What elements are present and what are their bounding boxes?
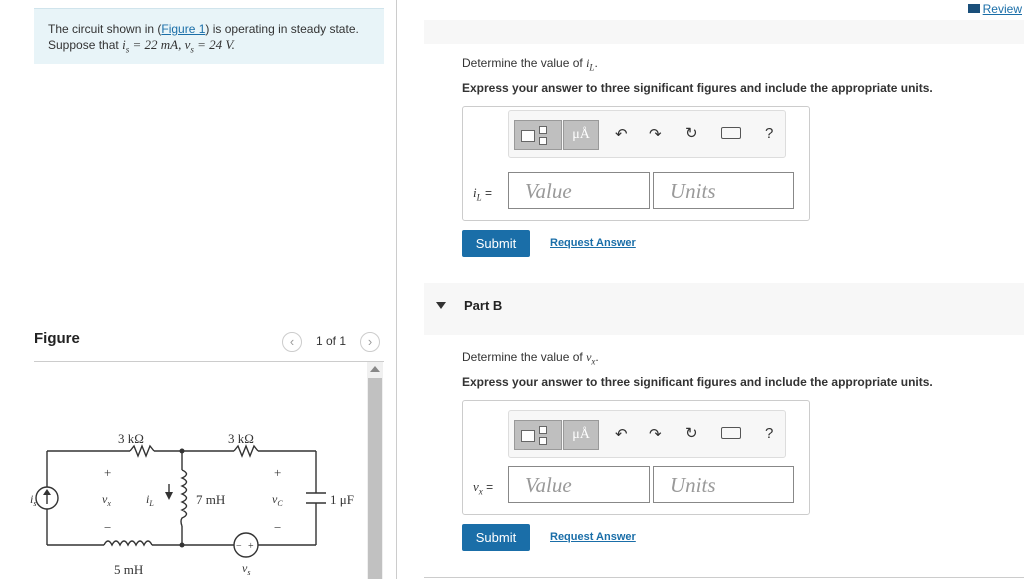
- templates-button[interactable]: [514, 120, 562, 150]
- templates-icon: [521, 130, 535, 142]
- part-a-instruction: Express your answer to three significant figures and include the appropriate units.: [462, 81, 933, 95]
- vc-plus: +: [274, 465, 282, 480]
- part-b-answer-box: [462, 400, 810, 515]
- part-b-units-field[interactable]: Units: [653, 466, 794, 503]
- vs-label: $v_s$: [242, 561, 251, 577]
- collapse-triangle-icon[interactable]: [436, 302, 446, 309]
- vx-minus: −: [104, 520, 112, 535]
- bottom-divider: [424, 577, 1024, 578]
- undo-icon[interactable]: ↶: [615, 126, 628, 143]
- part-b-submit-button[interactable]: Submit: [462, 524, 530, 551]
- part-a-toolbar: [508, 110, 786, 158]
- il-label: $i_L$: [146, 492, 154, 508]
- cap-label: 1 μF: [330, 492, 354, 507]
- help-button[interactable]: ?: [765, 425, 774, 442]
- figure-link[interactable]: Figure 1: [161, 22, 206, 36]
- given-vs-value: = 24 V.: [193, 37, 235, 52]
- templates-icon-small: [539, 426, 547, 434]
- left-panel: [0, 0, 396, 579]
- vx-label: $v_x$: [102, 492, 111, 508]
- keyboard-icon[interactable]: [721, 427, 741, 439]
- part-b-question: Determine the value of $v_x$.: [462, 350, 599, 367]
- vc-label: $v_C$: [272, 492, 283, 508]
- templates-icon-small2: [539, 137, 547, 145]
- is-label: $i_s$: [30, 492, 37, 508]
- given-is: $i_s$: [122, 37, 130, 55]
- scroll-up-arrow-icon[interactable]: [370, 366, 380, 372]
- keyboard-icon[interactable]: [721, 127, 741, 139]
- given-is-value: = 22 mA,: [129, 37, 185, 52]
- undo-icon[interactable]: ↶: [615, 426, 628, 443]
- part-a-units-field[interactable]: Units: [653, 172, 794, 209]
- part-b-eq-label: $v_x$ =: [473, 479, 494, 497]
- part-b-title[interactable]: Part B: [464, 298, 503, 313]
- vx-plus: +: [104, 465, 112, 480]
- r2-label: 3 kΩ: [228, 431, 254, 446]
- figure-scrollbar-thumb[interactable]: [368, 378, 382, 579]
- review-link[interactable]: Review: [982, 2, 1022, 16]
- book-icon[interactable]: [968, 4, 980, 13]
- chevron-right-icon[interactable]: ›: [360, 332, 380, 352]
- help-button[interactable]: ?: [765, 125, 774, 142]
- part-b-request-answer[interactable]: Request Answer: [550, 531, 636, 543]
- part-a-question: Determine the value of $i_L$.: [462, 56, 598, 73]
- part-b-value-field[interactable]: Value: [508, 466, 650, 503]
- panel-divider[interactable]: [396, 0, 397, 579]
- reset-icon[interactable]: ↻: [685, 125, 698, 142]
- templates-icon-small: [539, 126, 547, 134]
- vs-plus: +: [248, 541, 254, 552]
- vs-minus: −: [236, 541, 242, 552]
- l-vert-label: 7 mH: [196, 492, 226, 507]
- problem-statement: [34, 8, 384, 64]
- part-b-instruction: Express your answer to three significant figures and include the appropriate units.: [462, 375, 933, 389]
- circuit-diagram: [30, 420, 364, 579]
- redo-icon[interactable]: ↷: [649, 126, 662, 143]
- part-a-answer-box: [462, 106, 810, 221]
- figure-title: Figure: [34, 330, 80, 347]
- chevron-left-icon[interactable]: ‹: [282, 332, 302, 352]
- part-b-header[interactable]: [424, 283, 1024, 335]
- units-button[interactable]: μÅ: [563, 120, 599, 150]
- part-a-request-answer[interactable]: Request Answer: [550, 237, 636, 249]
- r1-label: 3 kΩ: [118, 431, 144, 446]
- part-a-submit-button[interactable]: Submit: [462, 230, 530, 257]
- reset-icon[interactable]: ↻: [685, 425, 698, 442]
- redo-icon[interactable]: ↷: [649, 426, 662, 443]
- problem-text-mid: ) is operating in steady state. Suppose that: [48, 22, 359, 52]
- figure-header: [34, 330, 384, 362]
- vc-minus: −: [274, 520, 282, 535]
- part-a-value-field[interactable]: Value: [508, 172, 650, 209]
- part-a-eq-label: $i_L$ =: [473, 185, 492, 203]
- figure-pager: 1 of 1: [316, 334, 347, 348]
- l-horz-label: 5 mH: [114, 562, 144, 577]
- part-b-toolbar: [508, 410, 786, 458]
- templates-icon-small2: [539, 437, 547, 445]
- given-vs: $v_s$: [184, 37, 194, 55]
- templates-button[interactable]: [514, 420, 562, 450]
- units-button[interactable]: μÅ: [563, 420, 599, 450]
- problem-text: The circuit shown in (: [48, 22, 162, 36]
- part-a-header-bar: [424, 20, 1024, 44]
- templates-icon: [521, 430, 535, 442]
